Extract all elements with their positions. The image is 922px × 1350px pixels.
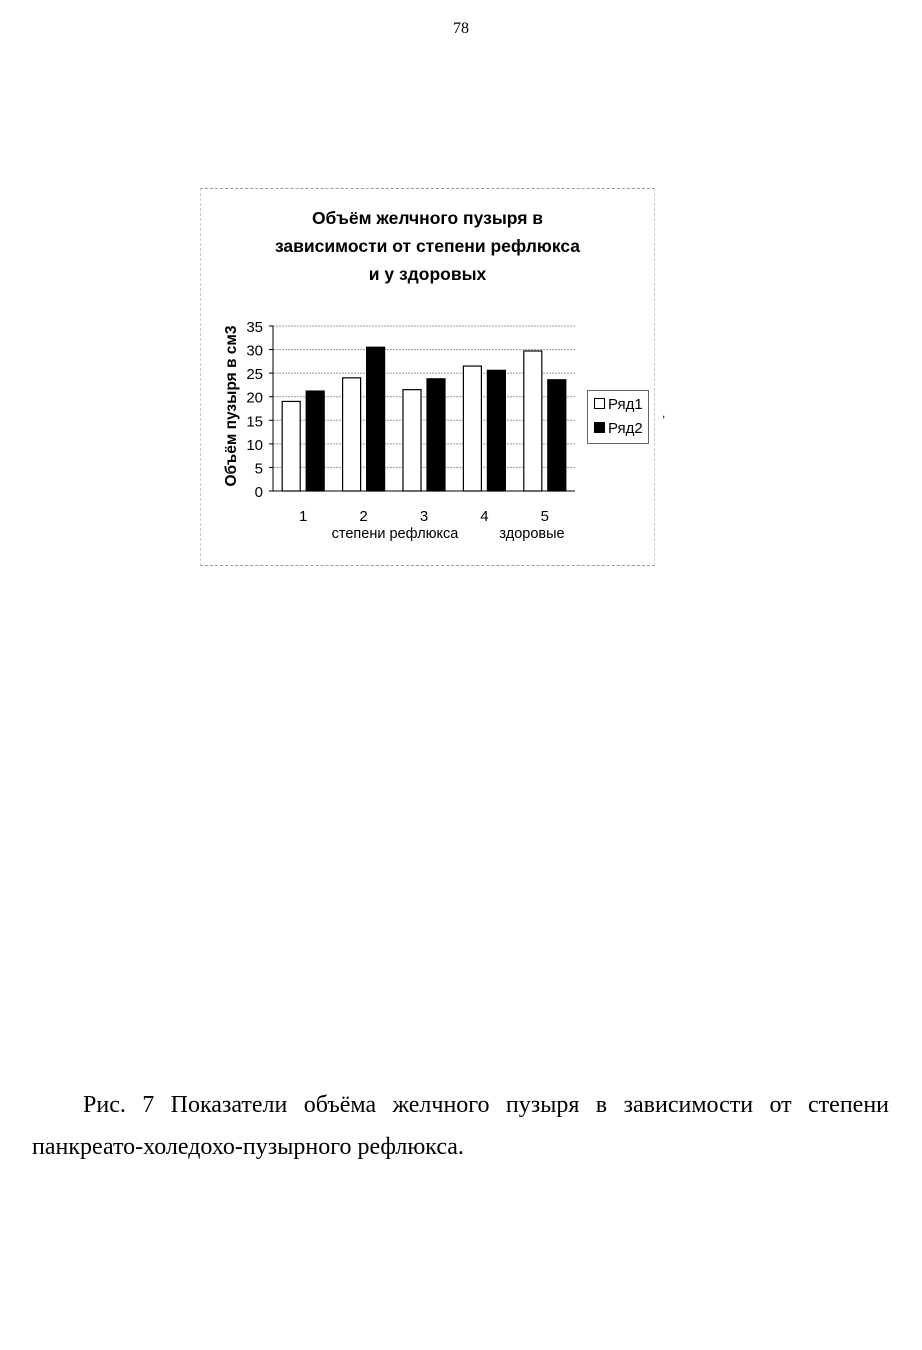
chart-title-line-1: Объём желчного пузыря в [311,208,544,228]
y-tick-label-20: 20 [246,389,263,407]
legend-swatch-series-1 [594,398,605,409]
page-number: 78 [453,20,469,37]
y-tick-label-5: 5 [254,460,263,478]
x-tick-label-2: 2 [359,508,368,525]
y-tick-label-15: 15 [246,413,263,431]
chart-title-line-3: и у здоровых [368,264,487,284]
legend-swatch-series-2 [594,422,605,433]
y-tick-label-10: 10 [246,436,263,454]
x-tick-label-4: 4 [480,508,489,525]
chart-title-line-2: зависимости от степени рефлюкса [274,236,581,256]
x-axis-label-part-1: степени рефлюкса [331,526,459,542]
chart-legend [587,390,649,444]
chart-title [230,204,625,288]
figure-caption [32,1084,889,1168]
y-axis-label: Объём пузыря в см3 [223,325,240,487]
x-tick-label-1: 1 [299,508,308,525]
x-tick-label-5: 5 [540,508,549,525]
stray-mark: , [662,406,666,420]
x-tick-label-3: 3 [419,508,429,525]
legend-item-series-2 [594,420,643,438]
caption-line-1: Рис. 7 Показатели объёма желчного пузыря в зависимости от степени [83,1092,889,1118]
y-tick-label-30: 30 [246,342,263,360]
y-tick-label-0: 0 [254,484,263,501]
x-axis-label-part-2: здоровые [499,526,565,542]
y-tick-label-25: 25 [246,366,263,384]
y-tick-label-35: 35 [246,319,263,336]
legend-item-series-1 [594,396,643,414]
caption-line-2: панкреато-холедохо-пузырного рефлюкса. [32,1134,464,1160]
legend-label-series-1: Ряд1 [608,396,643,413]
legend-label-series-2: Ряд2 [608,420,643,437]
